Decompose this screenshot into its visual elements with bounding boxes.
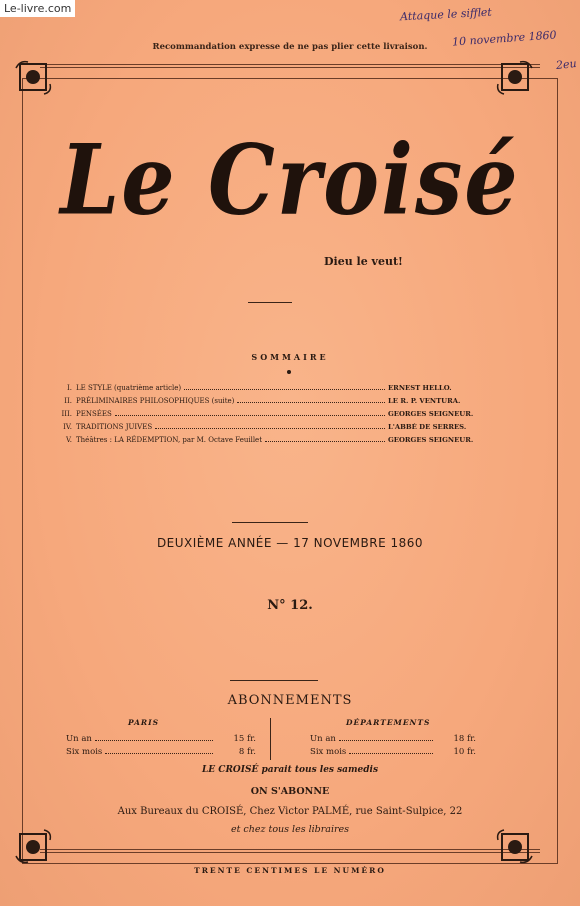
publication-frequency: LE CROISÉ parait tous les samedis (201, 765, 379, 775)
column-separator (270, 718, 271, 760)
handwritten-margin: 2eu (555, 56, 578, 73)
toc-item: II. PRÉLIMINAIRES PHILOSOPHIQUES (suite) LE R. P. VENTURA. (64, 397, 461, 405)
corner-ornament-icon (14, 58, 54, 98)
subscription-heading: ON S'ABONNE (250, 786, 330, 797)
price-row: Un an 18 fr. (310, 734, 476, 744)
issue-year-date: DEUXIÈME ANNÉE — 17 NOVEMBRE 1860 (156, 536, 424, 550)
subscription-libraires: et chez tous les libraires (230, 824, 350, 835)
toc-item: III. PENSÉES GEORGES SEIGNEUR. (61, 410, 474, 418)
departements-heading: DÉPARTEMENTS (346, 718, 431, 727)
price-row: Un an 15 fr. (66, 734, 256, 744)
toc-item: I. LE STYLE (quatrième article) ERNEST HELLO. (67, 384, 452, 392)
bottom-rule (40, 849, 540, 853)
top-rule (40, 64, 540, 68)
paris-heading: PARIS (128, 718, 160, 727)
watermark: Le-livre.com (0, 0, 75, 17)
header-notice: Recommandation expresse de ne pas plier cette livraison. (152, 42, 428, 52)
masthead-title: Le Croisé (60, 122, 520, 237)
toc-item: V. Théâtres : LA RÉDEMPTION, par M. Octave Feuillet GEORGES SEIGNEUR. (65, 436, 474, 444)
bullet (287, 370, 291, 374)
issue-price: TRENTE CENTIMES LE NUMÉRO (194, 866, 386, 875)
handwritten-note: Attaque le sifflet (399, 5, 493, 24)
divider (248, 302, 292, 303)
toc-item: IV. TRADITIONS JUIVES L'ABBÉ DE SERRES. (63, 423, 467, 431)
corner-ornament-icon (494, 58, 534, 98)
subscription-address: Aux Bureaux du CROISÉ, Chez Victor PALMÉ, rue Saint-Sulpice, 22 (117, 806, 463, 817)
abonnements-heading: ABONNEMENTS (227, 693, 353, 708)
price-row: Six mois 8 fr. (66, 747, 256, 757)
masthead-motto: Dieu le veut! (324, 255, 403, 268)
issue-number: N° 12. (267, 598, 313, 613)
price-row: Six mois 10 fr. (310, 747, 476, 757)
sommaire-heading: SOMMAIRE (251, 352, 329, 362)
divider (232, 522, 308, 523)
divider (230, 680, 318, 681)
handwritten-date: 10 novembre 1860 (451, 28, 557, 49)
